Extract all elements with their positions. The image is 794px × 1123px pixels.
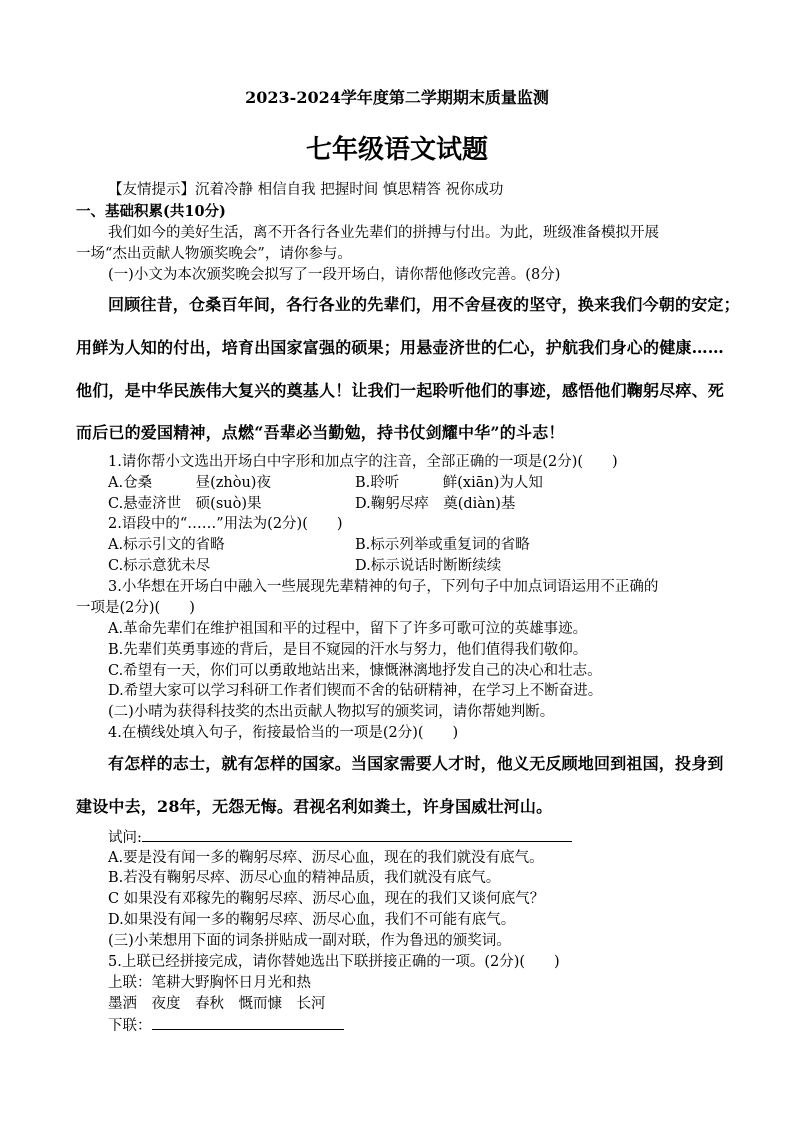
question-3-line-1: 3.小华想在开场白中融入一些展现先辈精神的句子，下列句子中加点词语运用不正确的 — [108, 579, 659, 595]
q4-blank-row — [108, 827, 572, 848]
q4-blank-label: 试问: — [108, 830, 142, 846]
word-options: 墨洒 夜度 春秋 慨而慷 长河 — [108, 996, 326, 1012]
question-5: 5.上联已经拼接完成，请你替她选出下联拼接正确的一项。(2分)( ) — [108, 954, 560, 970]
q4-option-c: C 如果没有邓稼先的鞠躬尽瘁、沥尽心血，现在的我们又谈何底气？ — [108, 891, 545, 907]
passage1-line-4: 而后已的爱国精神，点燃“吾辈必当勤勉，持书仗剑耀中华”的斗志！ — [76, 423, 565, 442]
tip-line: 【友情提示】沉着冷静 相信自我 把握时间 慎思精答 祝你成功 — [108, 182, 504, 198]
upper-couplet: 上联：笔耕大野胸怀日月光和热 — [108, 975, 311, 991]
lower-couplet-label: 下联： — [108, 1018, 152, 1034]
q3-option-a: A.革命先辈们在维护祖国和平的过程中，留下了许多可歌可泣的英雄事迹。 — [108, 621, 588, 637]
question-4: 4.在横线处填入句子，衔接最恰当的一项是(2分)( ) — [108, 725, 459, 741]
q1-option-b: B.聆听 鲜(xiān)为人知 — [355, 475, 543, 491]
lower-couplet-row — [108, 1015, 344, 1036]
q2-option-b: B.标示列举或重复词的省略 — [355, 537, 530, 553]
q4-option-a: A.要是没有闻一多的鞠躬尽瘁、沥尽心血，现在的我们就没有底气。 — [108, 850, 544, 866]
question-2: 2.语段中的“……”用法为(2分)( ) — [108, 516, 343, 532]
passage2-line-1: 有怎样的志士，就有怎样的国家。当国家需要人才时，他义无反顾地回到祖国，投身到 — [108, 754, 724, 773]
part-1-heading: (一)小文为本次颁奖晚会拟写了一段开场白，请你帮他修改完善。(8分) — [108, 267, 561, 283]
passage2-line-2: 建设中去，28年，无怨无悔。君视名利如粪土，许身国威壮河山。 — [76, 797, 553, 816]
q4-option-b: B.若没有鞠躬尽瘁、沥尽心血的精神品质，我们就没有底气。 — [108, 870, 501, 886]
passage1-line-2: 用鲜为人知的付出，培育出国家富强的硕果；用悬壶济世的仁心，护航我们身心的健康…… — [76, 338, 725, 357]
q2-option-a: A.标示引文的省略 — [108, 537, 225, 553]
subject-title: 七年级语文试题 — [305, 135, 488, 165]
passage1-line-3: 他们，是中华民族伟大复兴的奠基人！让我们一起聆听他们的事迹，感悟他们鞠躬尽瘁、死 — [76, 381, 725, 400]
q4-answer-blank[interactable] — [142, 827, 572, 842]
part-2-heading: (二)小晴为获得科技奖的杰出贡献人物拟写的颁奖词，请你帮她判断。 — [108, 704, 555, 720]
lower-couplet-blank[interactable] — [152, 1015, 344, 1030]
q2-option-d: D.标示说话时断断续续 — [355, 558, 502, 574]
q2-option-c: C.标示意犹未尽 — [108, 558, 211, 574]
q3-option-d: D.希望大家可以学习科研工作者们锲而不舍的钻研精神，在学习上不断奋进。 — [108, 683, 603, 699]
q3-option-c: C.希望有一天，你们可以勇敢地站出来，慷慨淋漓地抒发自己的决心和壮志。 — [108, 663, 602, 679]
part-3-heading: (三)小茉想用下面的词条拼贴成一副对联，作为鲁迅的颁奖词。 — [108, 933, 511, 949]
intro-line-2: 一场“杰出贡献人物颁奖晚会”，请你参与。 — [76, 246, 352, 262]
question-1: 1.请你帮小文选出开场白中字形和加点字的注音，全部正确的一项是(2分)( ) — [108, 454, 618, 470]
q1-option-d: D.鞠躬尽瘁 奠(diàn)基 — [355, 496, 516, 512]
q4-option-d: D.如果没有闻一多的鞠躬尽瘁、沥尽心血，我们不可能有底气。 — [108, 912, 516, 928]
q1-option-c: C.悬壶济世 硕(suò)果 — [108, 496, 262, 512]
passage1-line-1: 回顾往昔，仓桑百年间，各行各业的先辈们，用不舍昼夜的坚守，换来我们今朝的安定； — [108, 295, 740, 314]
q1-option-a: A.仓桑 昼(zhòu)夜 — [108, 475, 271, 491]
question-3-line-2: 一项是(2分)( ) — [76, 600, 195, 616]
section-heading: 一、基础积累(共10分) — [76, 203, 226, 220]
q3-option-b: B.先辈们英勇事迹的背后，是目不窥园的汗水与努力，他们值得我们敬仰。 — [108, 642, 588, 658]
intro-line-1: 我们如今的美好生活，离不开各行各业先辈们的拼搏与付出。为此，班级准备模拟开展 — [108, 225, 659, 241]
exam-title: 2023-2024学年度第二学期期末质量监测 — [245, 88, 549, 107]
